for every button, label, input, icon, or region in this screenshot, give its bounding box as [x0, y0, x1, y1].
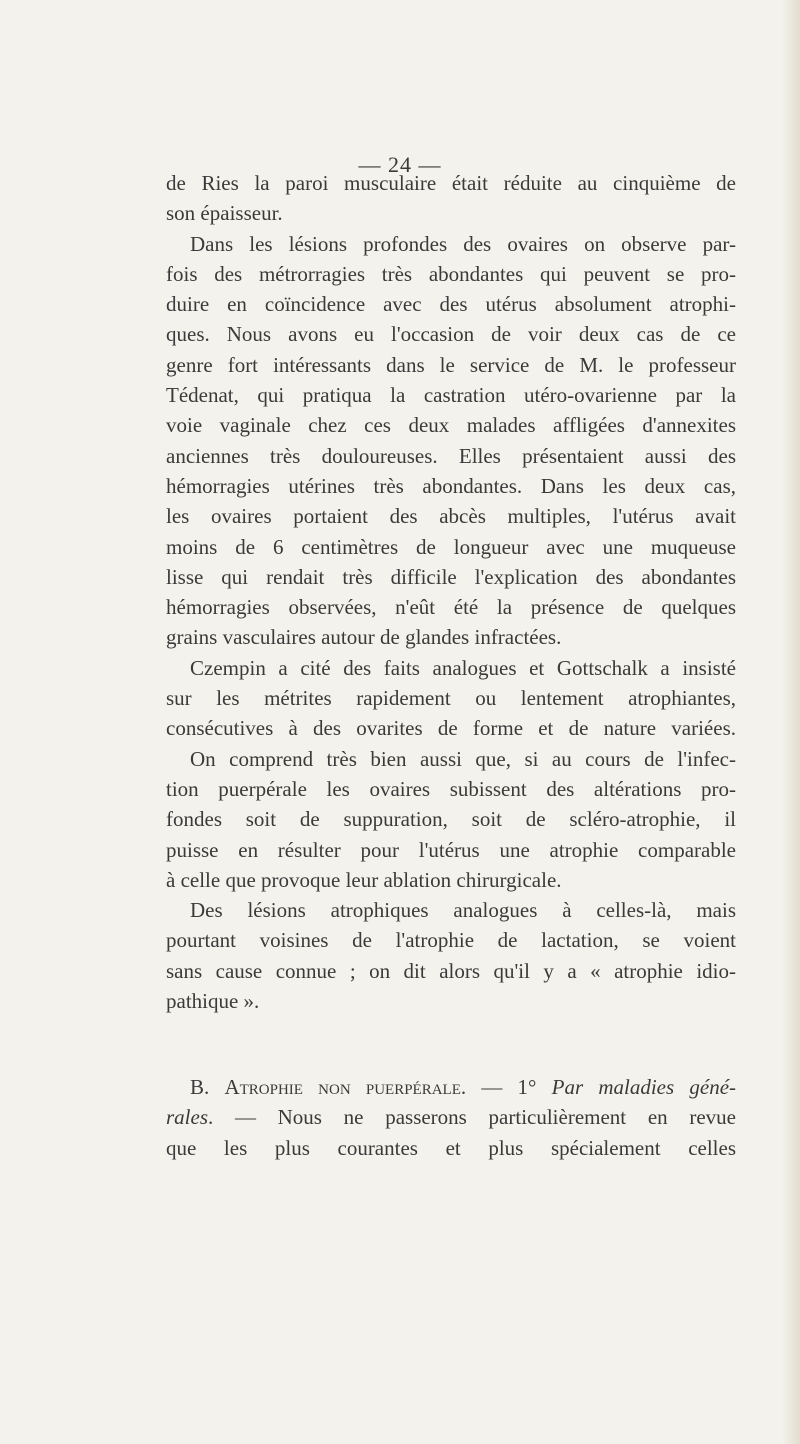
text-line: pourtant voisines de l'atrophie de lactation, se voient	[166, 928, 736, 953]
text-line: Des lésions atrophiques analogues à celles-là, mais	[190, 898, 736, 923]
text-line: hémorragies utérines très abondantes. Dans les deux cas,	[166, 473, 736, 498]
text-line: Tédenat, qui pratiqua la castration utéro-ovarienne par la	[166, 383, 736, 408]
text-line: fois des métrorragies très abondantes qui peuvent se pro-	[166, 261, 736, 286]
text-line: Dans les lésions profondes des ovaires on observe par-	[190, 231, 736, 256]
text-line: genre fort intéressants dans le service de M. le professeur	[166, 352, 736, 377]
text-line: grains vasculaires autour de glandes infractées.	[166, 625, 562, 650]
section-b-subheading-part1: Par maladies géné-	[551, 1075, 737, 1099]
text-line: tion puerpérale les ovaires subissent des altérations pro-	[166, 776, 736, 801]
section-b-line-1	[166, 1072, 736, 1102]
section-b-line-2	[166, 1102, 736, 1132]
text-line: moins de 6 centimètres de longueur avec une muqueuse	[166, 534, 736, 559]
text-line: On comprend très bien aussi que, si au cours de l'infec-	[190, 746, 736, 771]
text-line: Czempin a cité des faits analogues et Gottschalk a insisté	[190, 655, 736, 680]
text-line: son épaisseur.	[166, 201, 283, 226]
section-b-number: 1°	[517, 1075, 537, 1099]
text-line: duire en coïncidence avec des utérus absolument atrophi-	[166, 292, 736, 317]
text-line: consécutives à des ovarites de forme et de nature variées.	[166, 716, 736, 741]
page-number: — 24 —	[358, 152, 442, 177]
text-line: sur les métrites rapidement ou lentement atrophiantes,	[166, 686, 736, 711]
text-line: de Ries la paroi musculaire était réduite au cinquième de	[166, 171, 736, 195]
body-text	[166, 168, 736, 1016]
text-line: anciennes très douloureuses. Elles présentaient aussi des	[166, 443, 736, 468]
section-b-letter: B.	[190, 1075, 210, 1099]
text-line: sans cause connue ; on dit alors qu'il y a « atrophie idio-	[166, 958, 736, 983]
text-line: lisse qui rendait très difficile l'explication des abondantes	[166, 564, 736, 589]
text-line: puisse en résulter pour l'utérus une atrophie comparable	[166, 837, 736, 862]
text-line: pathique ».	[166, 989, 260, 1014]
text-line: voie vaginale chez ces deux malades affligées d'annexites	[166, 413, 736, 438]
text-line: hémorragies observées, n'eût été la présence de quelques	[166, 595, 736, 620]
page-edge-shadow	[782, 0, 800, 1444]
section-b-line-3: que les plus courantes et plus spécialement celles	[166, 1135, 736, 1160]
text-line: à celle que provoque leur ablation chirurgicale.	[166, 867, 562, 892]
section-b	[166, 1072, 736, 1163]
text-line: fondes soit de suppuration, soit de scléro-atrophie, il	[166, 807, 736, 832]
section-b-heading: Atrophie non puerpérale.	[224, 1075, 467, 1099]
text-line: les ovaires portaient des abcès multiples, l'utérus avait	[166, 504, 736, 529]
section-b-continuation: . — Nous ne passerons particulièrement en revue	[208, 1105, 736, 1130]
section-b-dash: —	[466, 1075, 518, 1099]
text-line: ques. Nous avons eu l'occasion de voir deux cas de ce	[166, 322, 736, 347]
section-b-subheading-part2: rales	[166, 1105, 208, 1130]
